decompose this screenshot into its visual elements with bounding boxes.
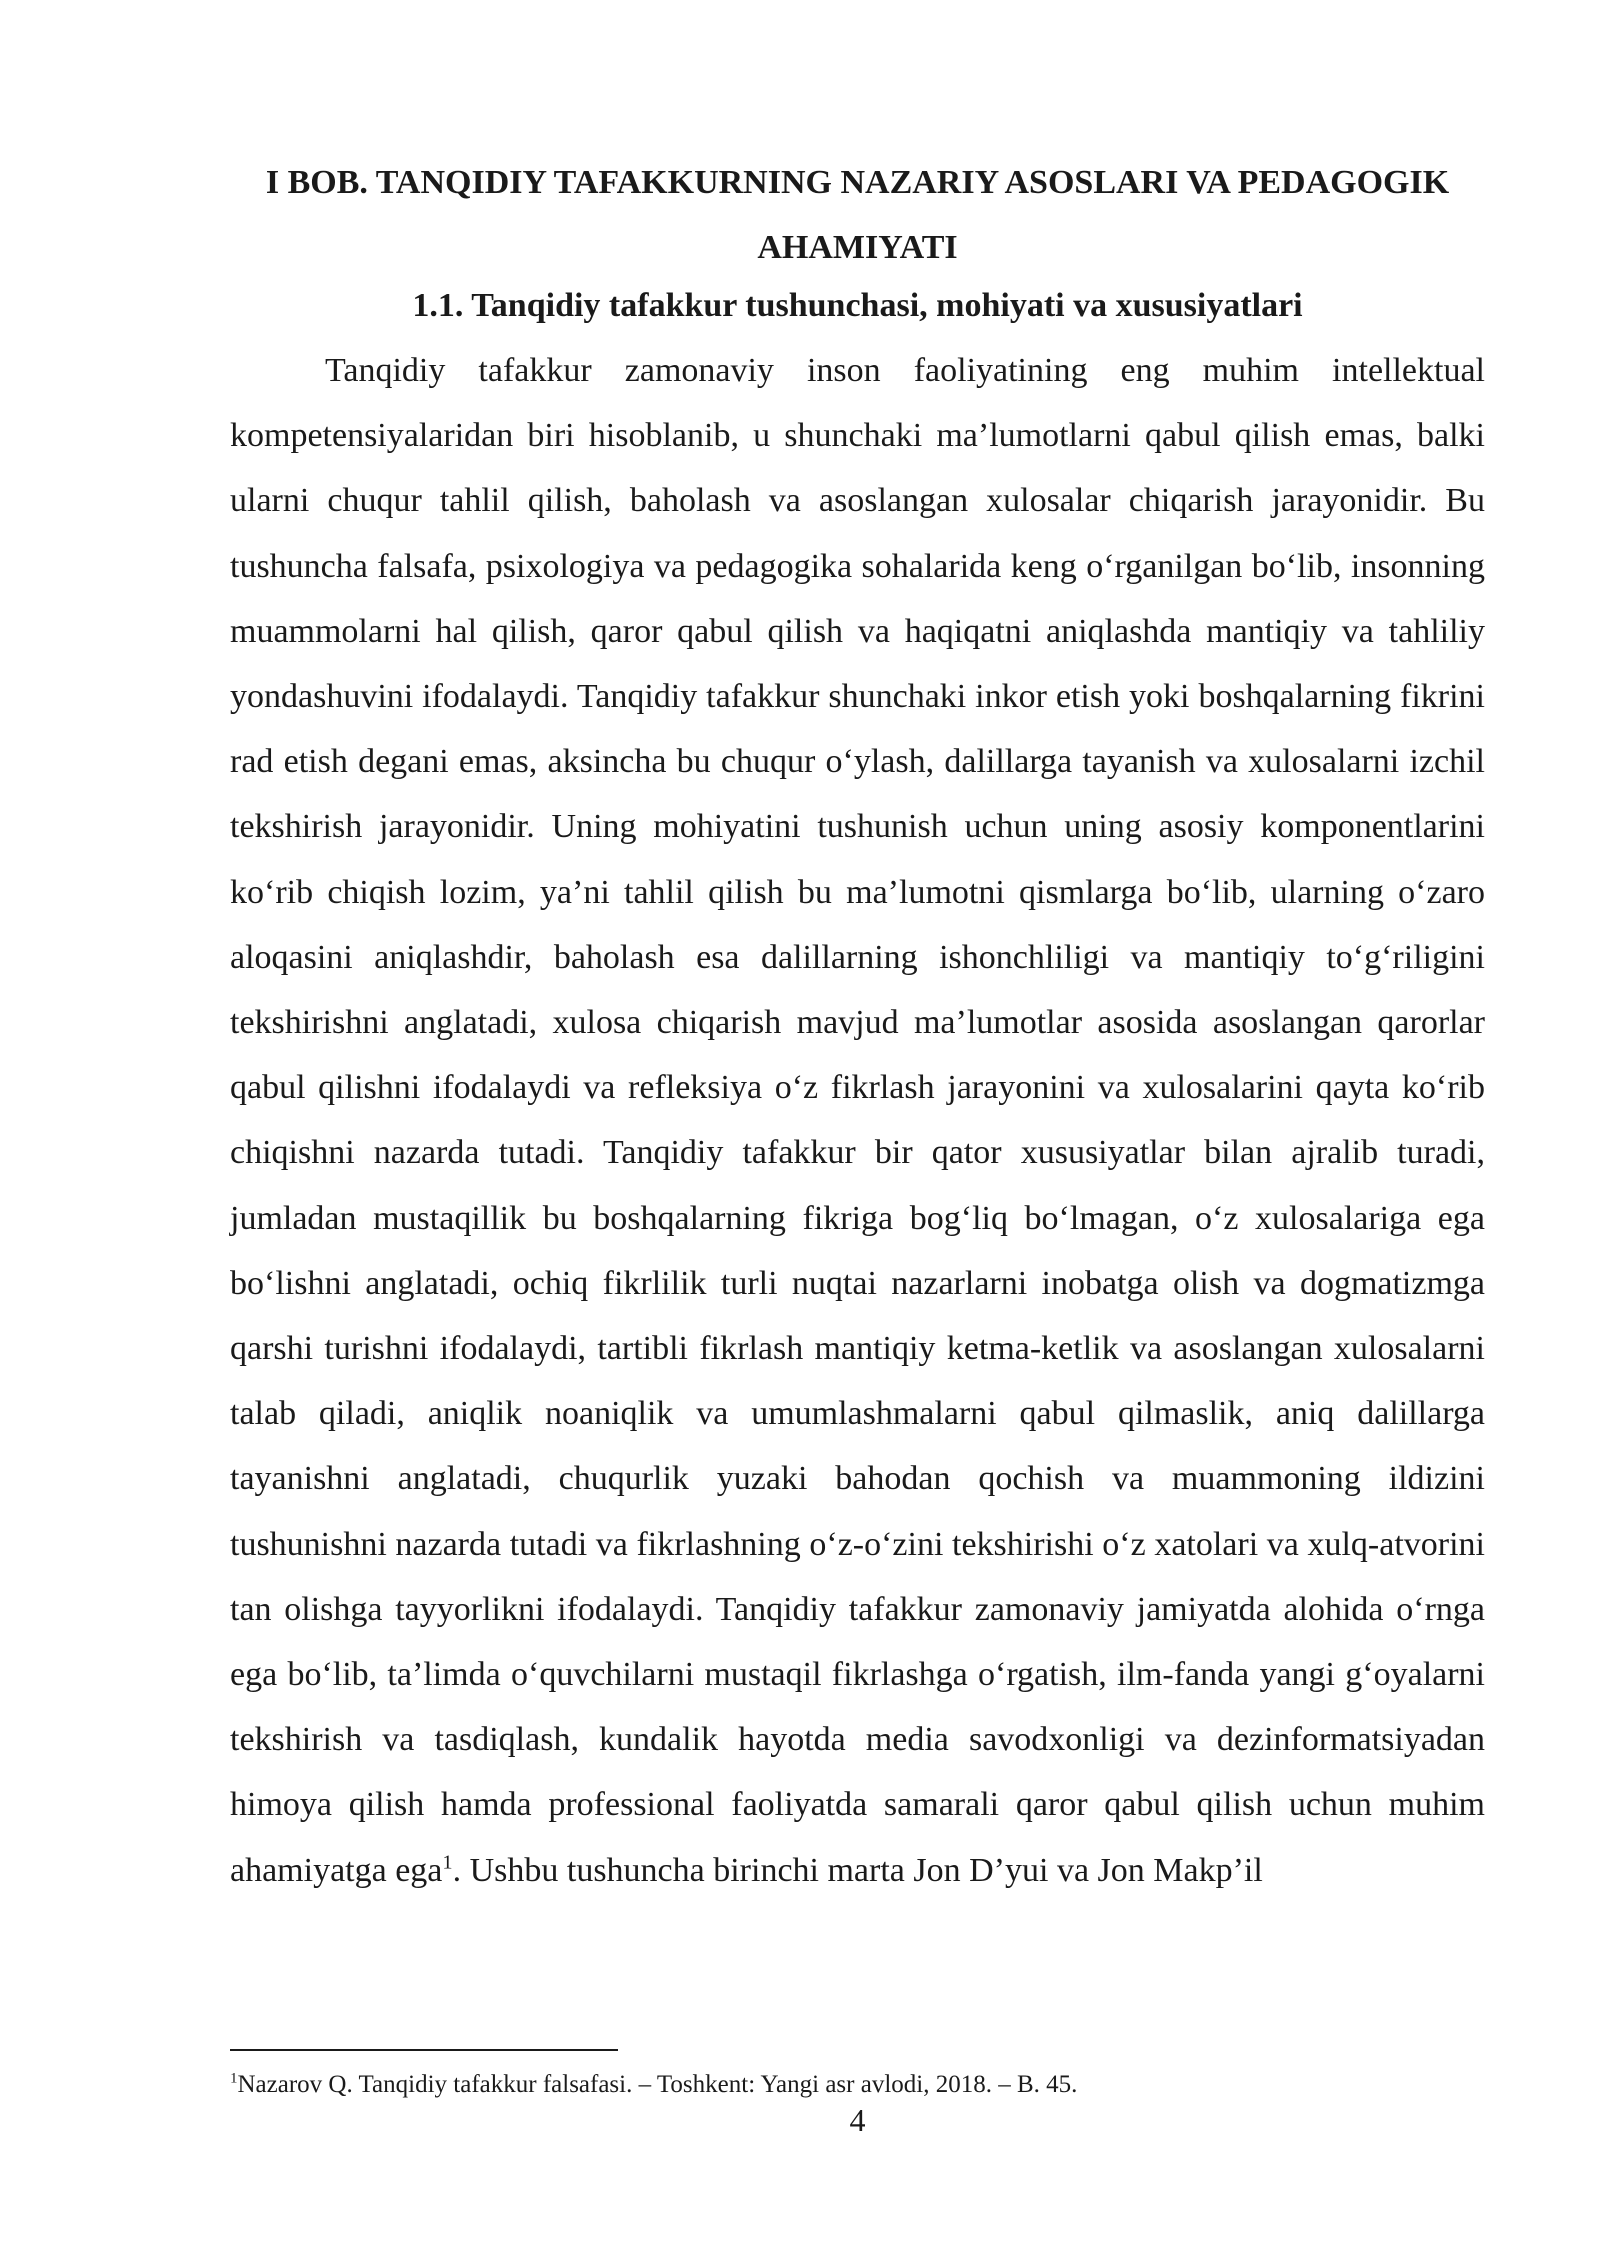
section-title: 1.1. Tanqidiy tafakkur tushunchasi, mohiyati va xususiyatlari bbox=[412, 287, 1303, 324]
page-number: 4 bbox=[849, 2102, 866, 2138]
footnote bbox=[230, 2068, 1485, 2102]
body-text-main: Tanqidiy tafakkur zamonaviy inson faoliyatining eng muhim intellektual kompetensiyalaridan biri hisoblanib, u shunchaki ma’lumotlarni qabul qilish emas, balki ularni chuqur tahlil qilish, baholash va asoslangan xulosalar chiqarish jarayonidir. Bu tushuncha falsafa, psixologiya va pedagogika sohalarida keng o‘rganilgan bo‘lib, insonning muammolarni hal qilish, qaror qabul qilish va haqiqatni aniqlashda mantiqiy va tahliliy yondashuvini ifodalaydi. Tanqidiy tafakkur shunchaki inkor etish yoki boshqalarning fikrini rad etish degani emas, aksincha bu chuqur o‘ylash, dalillarga tayanish va xulosalarni izchil tekshirish jarayonidir. Uning mohiyatini tushunish uchun uning asosiy komponentlarini ko‘rib chiqish lozim, ya’ni tahlil qilish bu ma’lumotni qismlarga bo‘lib, ularning o‘zaro aloqasini aniqlashdir, baholash esa dalillarning ishonchliligi va mantiqiy to‘g‘riligini tekshirishni anglatadi, xulosa chiqarish mavjud ma’lumotlar asosida asoslangan qarorlar qabul qilishni ifodalaydi va refleksiya o‘z fikrlash jarayonini va xulosalarini qayta ko‘rib chiqishni nazarda tutadi. Tanqidiy tafakkur bir qator xususiyatlar bilan ajralib turadi, jumladan mustaqillik bu boshqalarning fikriga bog‘liq bo‘lmagan, o‘z xulosalariga ega bo‘lishni anglatadi, ochiq fikrlilik turli nuqtai nazarlarni inobatga olish va dogmatizmga qarshi turishni ifodalaydi, tartibli fikrlash mantiqiy ketma-ketlik va asoslangan xulosalarni talab qiladi, aniqlik noaniqlik va umumlashmalarni qabul qilmaslik, aniq dalillarga tayanishni anglatadi, chuqurlik yuzaki bahodan qochish va muammoning ildizini tushunishni nazarda tutadi va fikrlashning o‘z-o‘zini tekshirishi o‘z xatolari va xulq-atvorini tan olishga tayyorlikni ifodalaydi. Tanqidiy tafakkur zamonaviy jamiyatda alohida o‘rnga ega bo‘lib, ta’limda o‘quvchilarni mustaqil fikrlashga o‘rgatish, ilm-fanda yangi g‘oyalarni tekshirish va tasdiqlash, kundalik hayotda media savodxonligi va dezinformatsiyadan himoya qilish hamda professional faoliyatda samarali qaror qabul qilish uchun muhim ahamiyatga ega bbox=[230, 352, 1485, 1889]
body-paragraph bbox=[230, 338, 1485, 1903]
footnote-text: Nazarov Q. Tanqidiy tafakkur falsafasi. – Toshkent: Yangi asr avlodi, 2018. – B. 45. bbox=[237, 2071, 1078, 2098]
footnote-reference[interactable]: 1 bbox=[442, 1851, 453, 1874]
body-text-tail: . Ushbu tushuncha birinchi marta Jon D’yui va Jon Makp’il bbox=[452, 1851, 1263, 1889]
footnote-separator bbox=[230, 2049, 618, 2051]
chapter-title: I BOB. TANQIDIY TAFAKKURNING NAZARIY ASOSLARI VA PEDAGOGIK AHAMIYATI bbox=[265, 164, 1450, 266]
footnote-marker: 1 bbox=[230, 2070, 238, 2087]
